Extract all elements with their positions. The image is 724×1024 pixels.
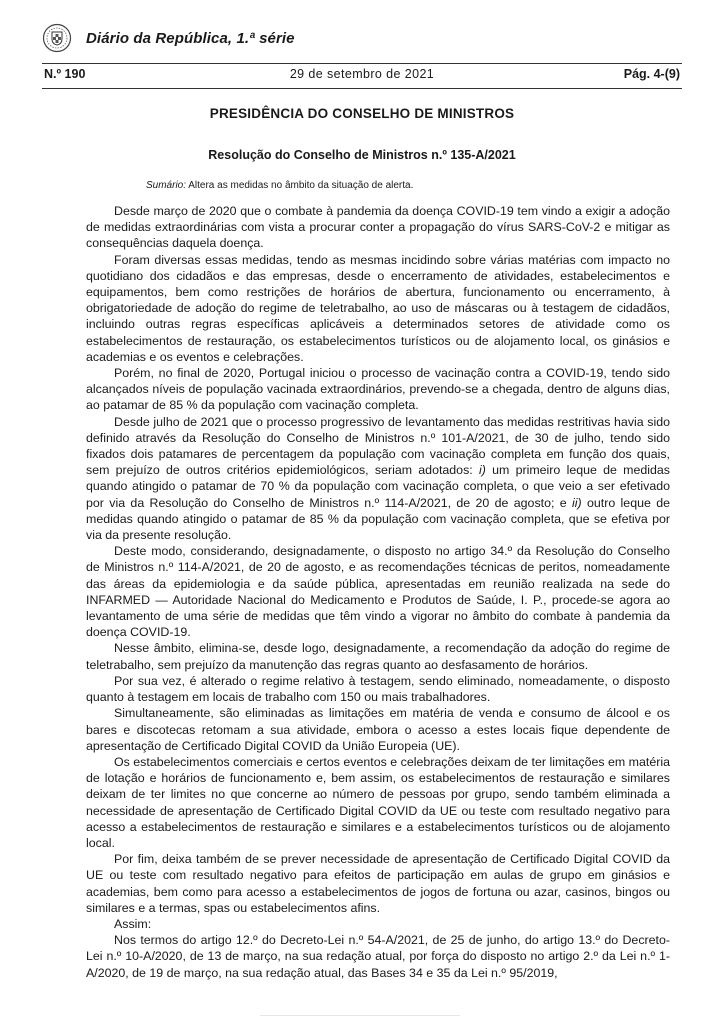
paragraph: Foram diversas essas medidas, tendo as mesmas incidindo sobre várias matérias com impacto no quotidiano dos cidadãos e das empresas, desde o encerramento de atividades, estabelecimentos e equipamentos, bem como restrições de horários de abertura, funcionamento ou encerramento, à obrigatoriedade de adoção do regime de teletrabalho, ao uso de máscaras ou à testagem de cidadãos, incluindo outras regras específicas aplicáveis a determinados setores de atividade como os estabelecimentos de restauração, os estabelecimentos turísticos ou de alojamento local, os ginásios e academias e os eventos e celebrações. bbox=[86, 252, 670, 364]
publication-title: Diário da República, 1.ª série bbox=[86, 29, 295, 47]
paragraph: Porém, no final de 2020, Portugal iniciou o processo de vacinação contra a COVID-19, tendo sido alcançados níveis de população vacinada extraordinários, prevendo-se a chegada, dentro de alguns dias, ao patamar de 85 % da população com vacinação completa. bbox=[86, 366, 670, 413]
paragraph bbox=[86, 414, 670, 544]
coat-of-arms-icon bbox=[42, 23, 72, 53]
summary-text: Altera as medidas no âmbito da situação de alerta. bbox=[186, 180, 414, 191]
masthead bbox=[42, 18, 295, 58]
issue-header bbox=[42, 67, 682, 85]
paragraph: Deste modo, considerando, designadamente, o disposto no artigo 34.º da Resolução do Conselho de Ministros n.º 114-A/2021, de 20 de agosto, e as recomendações técnicas de peritos, nomeadamente das áreas da epidemiologia e da saúde pública, apresentadas em reunião realizada na sede do INFARMED — Autoridade Nacional do Medicamento e Produtos de Saúde, I. P., procede-se agora ao levantamento de uma série de medidas que têm vindo a vigorar no âmbito do combate à pandemia da doença COVID-19. bbox=[86, 544, 670, 640]
paragraph-text: Desde julho de 2021 que o processo progressivo de levantamento das medidas restritivas havia sido definido através da Resolução do Conselho de Ministros n.º 101-A/2021, de 30 de julho, tendo sido fixados dois patamares de percentagem da população com vacinação completa em função dos quais, sem prejuízo de outros critérios epidemiológicos, seriam adotados: bbox=[86, 414, 670, 478]
page-number: Pág. 4-(9) bbox=[623, 67, 680, 81]
paragraph: Desde março de 2020 que o combate à pandemia da doença COVID-19 tem vindo a exigir a adoção de medidas extraordinárias com vista a procurar conter a propagação do vírus SARS-CoV-2 e mitigar as consequências daquela doença. bbox=[86, 204, 670, 251]
enumeration-marker: i) bbox=[478, 463, 486, 478]
paragraph-text: um primeiro leque de medidas quando atingido o patamar de 70 % da população com vacinação completa, o que veio a ser efetivado por via da Resolução do Conselho de Ministros n.º 114-A/2021, de 20 de agosto; e bbox=[86, 463, 670, 510]
section-title: PRESIDÊNCIA DO CONSELHO DE MINISTROS bbox=[209, 106, 515, 121]
resolution-title: Resolução do Conselho de Ministros n.º 135-A/2021 bbox=[208, 148, 516, 162]
header-rule-bottom bbox=[42, 88, 682, 89]
header-rule-top bbox=[42, 63, 682, 64]
summary-label: Sumário: bbox=[146, 180, 187, 191]
scan-artifact-line bbox=[260, 1015, 460, 1016]
enumeration-marker: ii) bbox=[571, 495, 582, 510]
paragraph: Por fim, deixa também de se prever necessidade de apresentação de Certificado Digital COVID da UE ou teste com resultado negativo para efeitos de participação em aulas de grupo em ginásios e academias, bem como para acesso a estabelecimentos de jogos de fortuna ou azar, casinos, bingos ou similares e a termas, spas ou estabelecimentos afins. bbox=[86, 852, 670, 915]
paragraph: Por sua vez, é alterado o regime relativo à testagem, sendo eliminado, nomeadamente, o disposto quanto à testagem em locais de trabalho com 150 ou mais trabalhadores. bbox=[86, 673, 670, 705]
paragraph-text: outro leque de medidas quando atingido o patamar de 85 % da população com vacinação completa, que se efetiva por via da presente resolução. bbox=[86, 495, 670, 543]
document-body bbox=[86, 203, 670, 981]
paragraph: Nos termos do artigo 12.º do Decreto-Lei n.º 54-A/2021, de 25 de junho, do artigo 13.º do Decreto-Lei n.º 10-A/2020, de 13 de março, na sua redação atual, por força do disposto no artigo 2.º da Lei n.º 1-A/2020, de 19 de março, na sua redação atual, das Bases 34 e 35 da Lei n.º 95/2019, bbox=[86, 933, 670, 980]
summary bbox=[146, 180, 664, 191]
paragraph: Simultaneamente, são eliminadas as limitações em matéria de venda e consumo de álcool e os bares e discotecas retomam a sua atividade, embora o acesso a estes locais fique dependente de apresentação de Certificado Digital COVID da União Europeia (UE). bbox=[86, 706, 670, 753]
issue-date: 29 de setembro de 2021 bbox=[289, 67, 435, 81]
issue-number: N.º 190 bbox=[44, 67, 86, 81]
paragraph: Nesse âmbito, elimina-se, desde logo, designadamente, a recomendação da adoção do regime de teletrabalho, sem prejuízo da manutenção das regras quanto ao desfasamento de horários. bbox=[86, 641, 670, 672]
paragraph: Assim: bbox=[114, 916, 152, 931]
paragraph: Os estabelecimentos comerciais e certos eventos e celebrações deixam de ter limitações em matéria de lotação e horários de funcionamento e, bem assim, os estabelecimentos de restauração e similares deixam de ter limites no que concerne ao número de pessoas por grupo, sendo também eliminada a necessidade de apresentação de Certificado Digital COVID da UE ou teste com resultado negativo para acesso a estabelecimentos de restauração e similares e a estabelecimentos turísticos ou de alojamento local. bbox=[86, 754, 670, 850]
